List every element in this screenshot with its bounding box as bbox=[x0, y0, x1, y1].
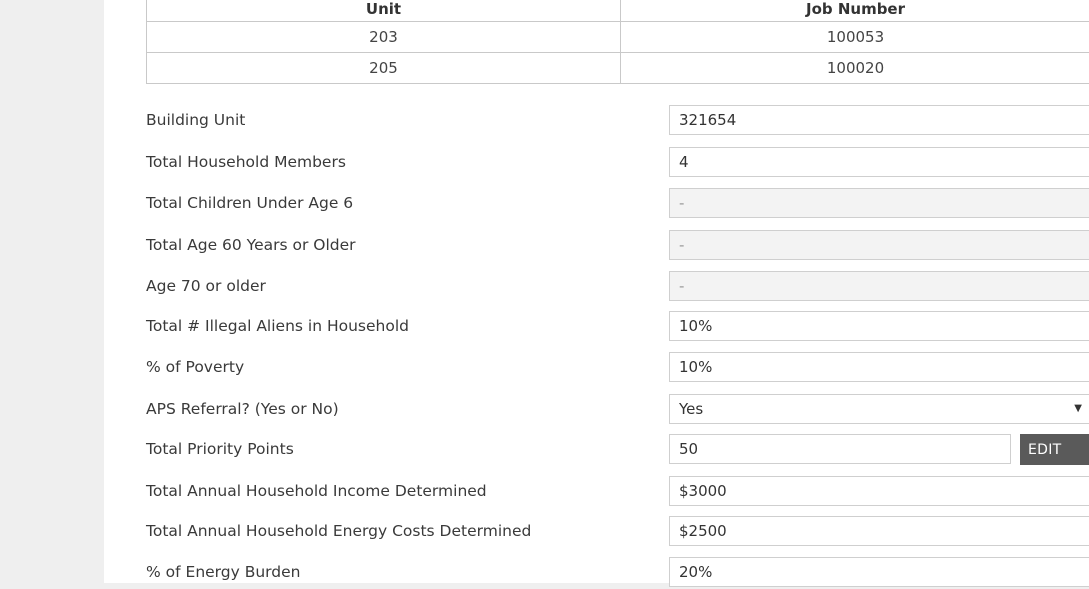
table-row[interactable] bbox=[147, 22, 1089, 53]
illegal-aliens-label: Total # Illegal Aliens in Household bbox=[146, 317, 409, 335]
illegal-aliens-row bbox=[146, 311, 1089, 343]
annual-income-label: Total Annual Household Income Determined bbox=[146, 482, 487, 500]
building-unit-label: Building Unit bbox=[146, 111, 245, 129]
children-under-6-field: - bbox=[669, 188, 1089, 218]
poverty-field[interactable]: 10% bbox=[669, 352, 1089, 382]
age-70-label: Age 70 or older bbox=[146, 277, 266, 295]
chevron-down-icon: ▼ bbox=[1074, 395, 1082, 423]
poverty-row bbox=[146, 352, 1089, 384]
household-members-row bbox=[146, 147, 1089, 179]
age-60-field: - bbox=[669, 230, 1089, 260]
age-60-label: Total Age 60 Years or Older bbox=[146, 236, 356, 254]
poverty-label: % of Poverty bbox=[146, 358, 244, 376]
table-row[interactable] bbox=[147, 53, 1089, 84]
household-members-field[interactable]: 4 bbox=[669, 147, 1089, 177]
table-header-row bbox=[147, 0, 1089, 22]
age-60-row bbox=[146, 230, 1089, 262]
children-under-6-label: Total Children Under Age 6 bbox=[146, 194, 353, 212]
aps-referral-select[interactable] bbox=[669, 394, 1089, 424]
aps-referral-label: APS Referral? (Yes or No) bbox=[146, 400, 339, 418]
energy-costs-row bbox=[146, 516, 1089, 548]
children-under-6-row bbox=[146, 188, 1089, 220]
cell-job-number: 100020 bbox=[621, 53, 1089, 84]
priority-points-row bbox=[146, 434, 1089, 466]
building-unit-row bbox=[146, 105, 1089, 137]
household-members-label: Total Household Members bbox=[146, 153, 346, 171]
annual-income-field[interactable]: $3000 bbox=[669, 476, 1089, 506]
energy-burden-label: % of Energy Burden bbox=[146, 563, 300, 581]
energy-burden-field[interactable]: 20% bbox=[669, 557, 1089, 587]
column-header-unit: Unit bbox=[147, 0, 621, 22]
energy-costs-label: Total Annual Household Energy Costs Determined bbox=[146, 522, 531, 540]
edit-button[interactable]: EDIT bbox=[1020, 434, 1089, 465]
building-unit-field[interactable]: 321654 bbox=[669, 105, 1089, 135]
aps-referral-value: Yes bbox=[679, 400, 703, 418]
aps-referral-row bbox=[146, 394, 1089, 426]
cell-job-number: 100053 bbox=[621, 22, 1089, 53]
age-70-field: - bbox=[669, 271, 1089, 301]
priority-points-label: Total Priority Points bbox=[146, 440, 294, 458]
units-table bbox=[146, 0, 1089, 84]
illegal-aliens-field[interactable]: 10% bbox=[669, 311, 1089, 341]
age-70-row bbox=[146, 271, 1089, 303]
annual-income-row bbox=[146, 476, 1089, 508]
priority-points-field[interactable]: 50 bbox=[669, 434, 1011, 464]
energy-costs-field[interactable]: $2500 bbox=[669, 516, 1089, 546]
cell-unit: 205 bbox=[147, 53, 621, 84]
main-content bbox=[104, 0, 1089, 583]
energy-burden-row bbox=[146, 557, 1089, 589]
column-header-job-number: Job Number bbox=[621, 0, 1089, 22]
cell-unit: 203 bbox=[147, 22, 621, 53]
